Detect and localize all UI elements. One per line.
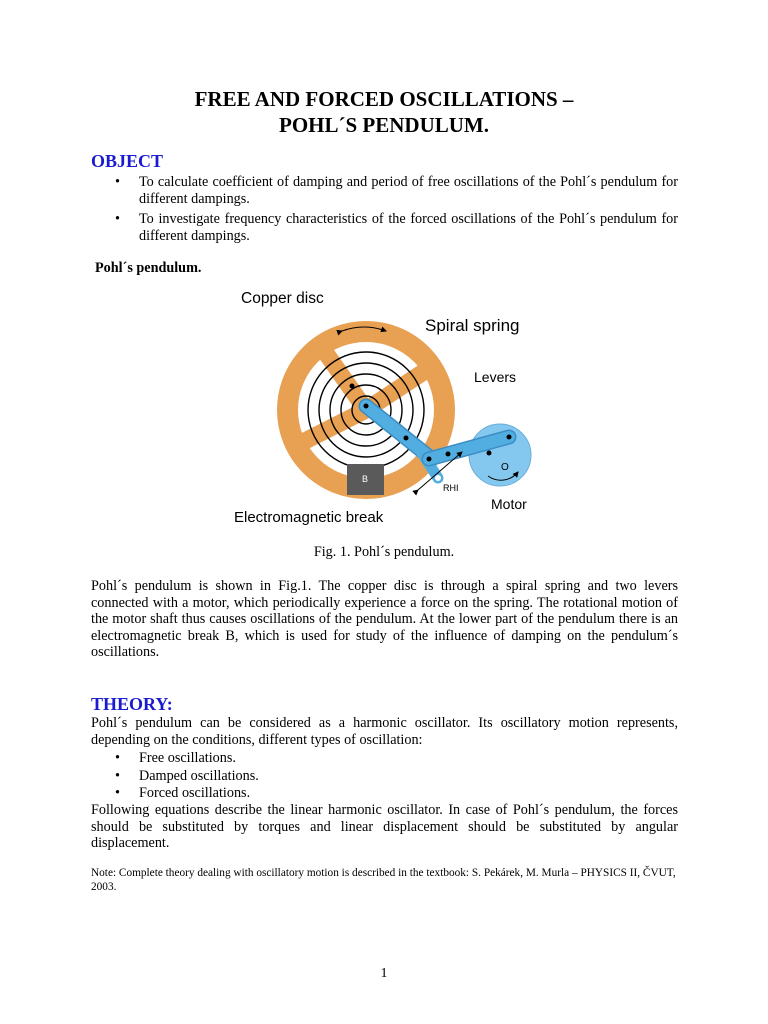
theory-heading: THEORY:	[91, 694, 173, 714]
theory-intro: Pohl´s pendulum can be considered as a harmonic oscillator. Its oscillatory motion represents, depending on the conditions, different types of oscillation:	[91, 715, 678, 748]
object-item-1: To calculate coefficient of damping and period of free oscillations of the Pohl´s pendulum for different dampings.	[139, 174, 678, 207]
theory-item-3: Forced oscillations.	[139, 785, 251, 801]
spiral-spring-label: Spiral spring	[425, 316, 520, 335]
list-item	[115, 174, 678, 207]
object-item-2: To investigate frequency characteristics of the forced oscillations of the Pohl´s pendulum for different dampings.	[139, 211, 678, 244]
bullet-icon: •	[115, 174, 120, 190]
theory-list	[115, 750, 615, 802]
page-title-line-1: FREE AND FORCED OSCILLATIONS –	[194, 87, 574, 111]
bullet-icon: •	[115, 767, 120, 784]
motor-label: Motor	[491, 496, 527, 512]
theory-item-2: Damped oscillations.	[139, 767, 259, 784]
theory-after-paragraph: Following equations describe the linear harmonic oscillator. In case of Pohl´s pendulum, the forces should be substituted by torques and linear displacement should be substituted by angular displacement.	[91, 802, 678, 851]
bullet-icon: •	[115, 750, 120, 766]
electromagnetic-break-label: Electromagnetic break	[234, 509, 384, 526]
description-paragraph: Pohl´s pendulum is shown in Fig.1. The copper disc is through a spiral spring and two levers connected with a motor, which periodically experience a force on the spring. The rotational motion of the motor shaft thus causes oscillations of the pendulum. At the lower part of the pendulum there is an electromagnetic break B, which is used for study of the influence of damping on the pendulum´s oscillations.	[91, 578, 678, 660]
list-item	[115, 750, 615, 767]
list-item	[115, 768, 615, 785]
figure-caption: Fig. 1. Pohl´s pendulum.	[313, 544, 455, 560]
page-number: 1	[380, 966, 388, 981]
copper-disc-label: Copper disc	[241, 290, 324, 307]
page-title-line-2: POHL´S PENDULUM.	[279, 113, 489, 137]
bullet-icon: •	[115, 785, 120, 801]
note-text: Note: Complete theory dealing with oscillatory motion is described in the textbook: S. Pekárek, M. Murla – PHYSICS II, ČVUT, 2003.	[91, 867, 676, 893]
object-heading: OBJECT	[91, 151, 164, 171]
motor-o-label: O	[501, 462, 509, 473]
rhi-label: RHI	[443, 483, 459, 493]
pohl-pendulum-figure	[0, 280, 768, 540]
theory-item-1: Free oscillations.	[139, 750, 236, 766]
brake-b-label: B	[362, 474, 369, 484]
figure-heading: Pohl´s pendulum.	[95, 260, 202, 276]
levers-label: Levers	[474, 369, 517, 385]
object-list	[115, 174, 678, 244]
bullet-icon: •	[115, 211, 120, 227]
list-item	[115, 211, 678, 244]
list-item	[115, 785, 615, 802]
